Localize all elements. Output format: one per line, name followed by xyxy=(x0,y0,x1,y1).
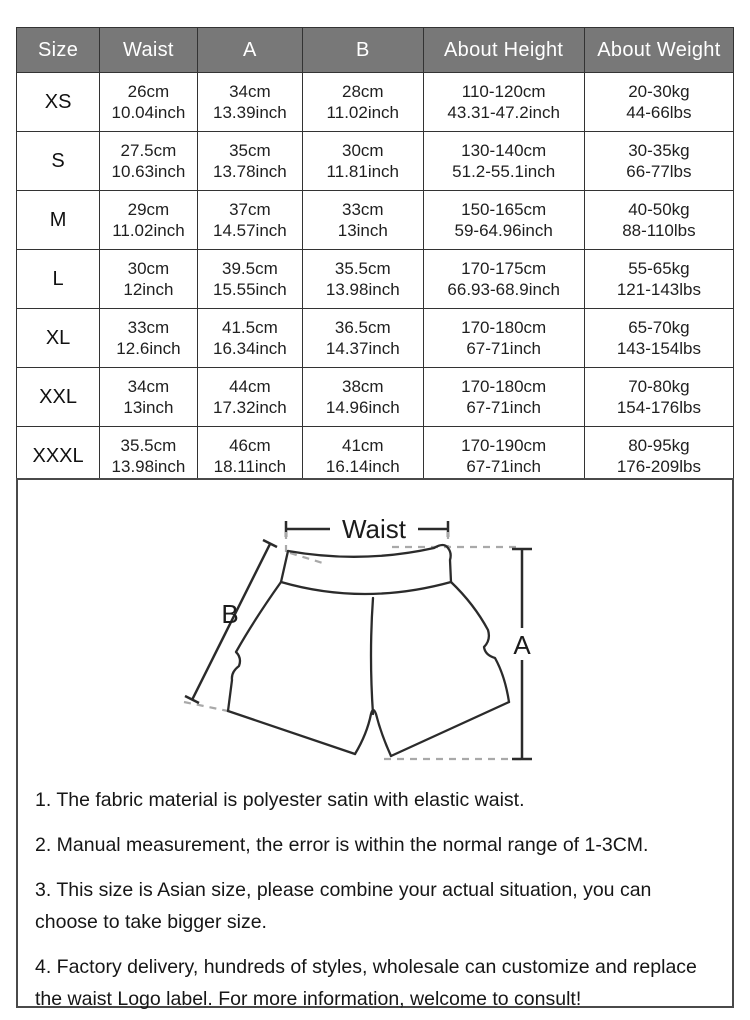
size-cell: S xyxy=(17,132,100,191)
size-cell: XXXL xyxy=(17,427,100,486)
table-row xyxy=(17,427,734,486)
value-cell: 65-70kg 143-154lbs xyxy=(584,309,733,368)
size-cell: L xyxy=(17,250,100,309)
header-waist: Waist xyxy=(100,28,198,73)
measurement-info-box xyxy=(16,478,734,1008)
table-row xyxy=(17,309,734,368)
value-cell: 150-165cm 59-64.96inch xyxy=(423,191,584,250)
table-row xyxy=(17,73,734,132)
value-cell: 30-35kg 66-77lbs xyxy=(584,132,733,191)
value-cell: 34cm 13inch xyxy=(100,368,198,427)
value-cell: 44cm 17.32inch xyxy=(197,368,302,427)
value-cell: 33cm 13inch xyxy=(303,191,423,250)
table-header-row xyxy=(17,28,734,73)
value-cell: 35.5cm 13.98inch xyxy=(303,250,423,309)
note-item: 4. Factory delivery, hundreds of styles, wholesale can customize and replace the waist Logo label. For more information, welcome to consult! xyxy=(35,956,697,1010)
value-cell: 170-180cm 67-71inch xyxy=(423,368,584,427)
value-cell: 46cm 18.11inch xyxy=(197,427,302,486)
a-measure-label: A xyxy=(513,630,531,660)
value-cell: 110-120cm 43.31-47.2inch xyxy=(423,73,584,132)
value-cell: 30cm 12inch xyxy=(100,250,198,309)
value-cell: 30cm 11.81inch xyxy=(303,132,423,191)
b-measure-label: B xyxy=(221,599,239,629)
header-a: A xyxy=(197,28,302,73)
header-b: B xyxy=(303,28,423,73)
value-cell: 35cm 13.78inch xyxy=(197,132,302,191)
table-row xyxy=(17,132,734,191)
value-cell: 28cm 11.02inch xyxy=(303,73,423,132)
header-about-weight: About Weight xyxy=(584,28,733,73)
note-item: 3. This size is Asian size, please combine your actual situation, you can choose to take bigger size. xyxy=(35,879,652,933)
value-cell: 39.5cm 15.55inch xyxy=(197,250,302,309)
value-cell: 170-190cm 67-71inch xyxy=(423,427,584,486)
size-cell: XXL xyxy=(17,368,100,427)
waist-label: Waist xyxy=(341,514,407,544)
note-item: 1. The fabric material is polyester satin with elastic waist. xyxy=(35,789,525,811)
dashed-guides xyxy=(184,532,522,759)
value-cell: 27.5cm 10.63inch xyxy=(100,132,198,191)
value-cell: 55-65kg 121-143lbs xyxy=(584,250,733,309)
value-cell: 41.5cm 16.34inch xyxy=(197,309,302,368)
size-cell: M xyxy=(17,191,100,250)
value-cell: 170-180cm 67-71inch xyxy=(423,309,584,368)
size-chart-table xyxy=(16,27,734,486)
value-cell: 170-175cm 66.93-68.9inch xyxy=(423,250,584,309)
notes-list xyxy=(18,784,732,1015)
value-cell: 70-80kg 154-176lbs xyxy=(584,368,733,427)
value-cell: 26cm 10.04inch xyxy=(100,73,198,132)
value-cell: 29cm 11.02inch xyxy=(100,191,198,250)
value-cell: 38cm 14.96inch xyxy=(303,368,423,427)
value-cell: 130-140cm 51.2-55.1inch xyxy=(423,132,584,191)
header-about-height: About Height xyxy=(423,28,584,73)
shorts-measurement-diagram xyxy=(18,480,732,780)
value-cell: 37cm 14.57inch xyxy=(197,191,302,250)
size-cell: XS xyxy=(17,73,100,132)
value-cell: 36.5cm 14.37inch xyxy=(303,309,423,368)
value-cell: 41cm 16.14inch xyxy=(303,427,423,486)
table-row xyxy=(17,191,734,250)
value-cell: 20-30kg 44-66lbs xyxy=(584,73,733,132)
value-cell: 34cm 13.39inch xyxy=(197,73,302,132)
size-table-body xyxy=(17,73,734,486)
note-item: 2. Manual measurement, the error is within the normal range of 1-3CM. xyxy=(35,834,649,856)
value-cell: 80-95kg 176-209lbs xyxy=(584,427,733,486)
value-cell: 35.5cm 13.98inch xyxy=(100,427,198,486)
value-cell: 40-50kg 88-110lbs xyxy=(584,191,733,250)
shorts-outline xyxy=(228,545,509,756)
size-cell: XL xyxy=(17,309,100,368)
header-size: Size xyxy=(17,28,100,73)
table-row xyxy=(17,368,734,427)
table-row xyxy=(17,250,734,309)
value-cell: 33cm 12.6inch xyxy=(100,309,198,368)
